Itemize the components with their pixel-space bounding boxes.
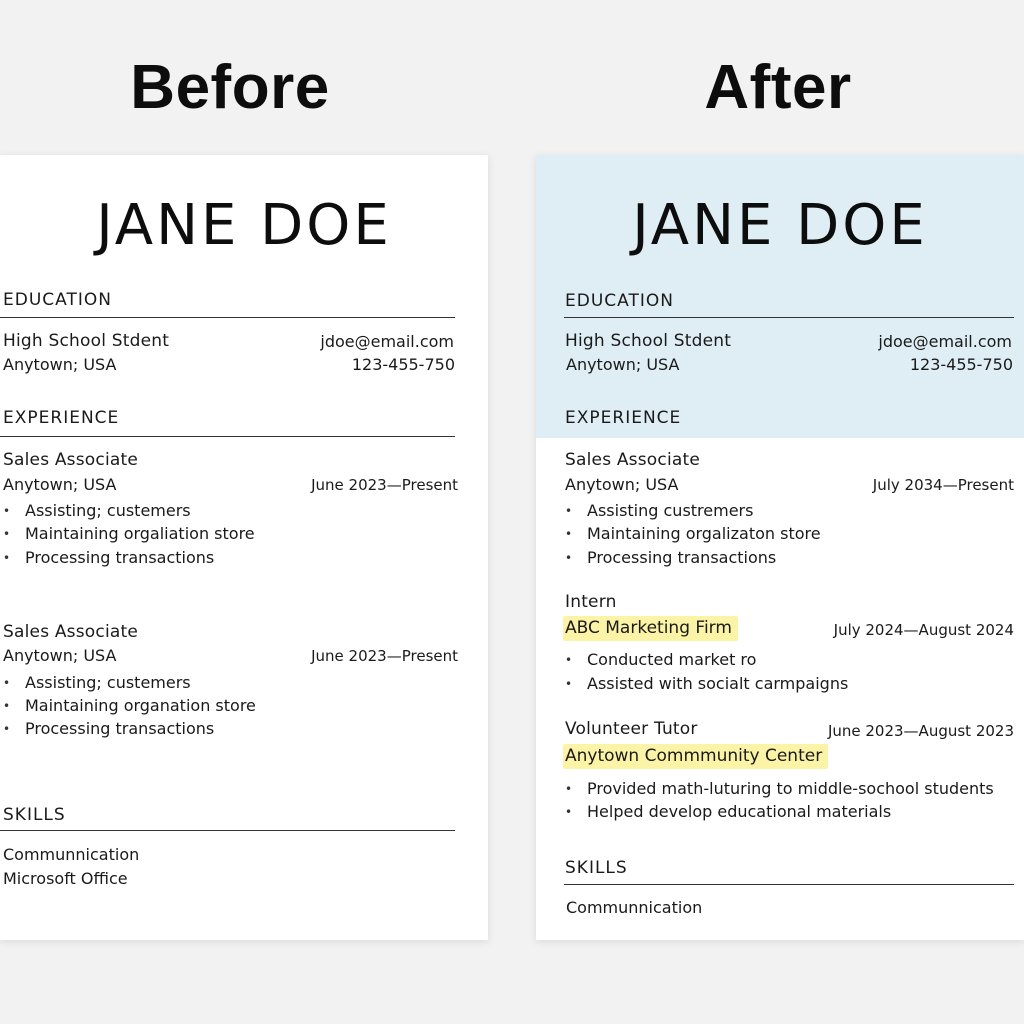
job-bullet: • Processing transactions — [25, 719, 214, 738]
contact-phone: 123-455-750 — [909, 355, 1013, 374]
contact-email: jdoe@email.com — [320, 332, 454, 351]
job-dates: July 2024—August 2024 — [833, 621, 1014, 639]
job-bullet: • Provided math-luturing to middle-sochool students — [587, 779, 994, 798]
job-title: Intern — [565, 592, 617, 612]
job-bullet: • Assisting; custemers — [25, 673, 191, 692]
skill-item: Communnication — [566, 898, 703, 917]
section-divider — [564, 317, 1014, 318]
job-bullet: • Assisting custremers — [587, 501, 753, 520]
experience-section-title: EXPERIENCE — [3, 408, 120, 428]
job-location: Anytown; USA — [3, 646, 117, 665]
job-location: Anytown; USA — [3, 475, 117, 494]
job-bullet: • Maintaining orgalizaton store — [587, 524, 821, 543]
resume-name: JANE DOE — [632, 193, 928, 258]
section-divider — [564, 884, 1014, 885]
resume-name: JANE DOE — [96, 193, 392, 258]
education-section-title: EDUCATION — [3, 290, 112, 310]
contact-email: jdoe@email.com — [878, 332, 1012, 351]
education-location: Anytown; USA — [3, 355, 117, 374]
education-school: High School Stdent — [3, 331, 170, 351]
job-dates: June 2023—Present — [311, 476, 458, 494]
job-location: Anytown; USA — [565, 475, 679, 494]
job-title: Sales Associate — [3, 622, 139, 642]
job-dates: June 2023—August 2023 — [827, 722, 1014, 740]
job-bullet: • Conducted market ro — [587, 650, 756, 669]
highlighted-organization: ABC Marketing Firm — [563, 616, 738, 641]
job-bullet: • Assisted with socialt carmpaigns — [587, 674, 848, 693]
highlighted-organization: Anytown Commmunity Center — [563, 744, 828, 769]
job-bullet: • Maintaining organation store — [25, 696, 256, 715]
job-bullet: • Processing transactions — [587, 548, 776, 567]
skills-section-title: SKILLS — [565, 858, 628, 878]
before-resume — [0, 155, 488, 940]
job-bullet: • Assisting; custemers — [25, 501, 191, 520]
experience-section-title: EXPERIENCE — [565, 408, 682, 428]
education-school: High School Stdent — [565, 331, 732, 351]
skill-item: Communnication — [3, 845, 140, 864]
before-heading: Before — [130, 53, 330, 122]
after-heading: After — [704, 53, 852, 122]
skills-section-title: SKILLS — [3, 805, 66, 825]
contact-phone: 123-455-750 — [351, 355, 455, 374]
job-bullet: • Helped develop educational materials — [587, 802, 891, 821]
job-title: Volunteer Tutor — [565, 719, 698, 739]
skill-item: Microsoft Office — [3, 869, 128, 888]
education-location: Anytown; USA — [566, 355, 680, 374]
job-dates: June 2023—Present — [311, 647, 458, 665]
education-section-title: EDUCATION — [565, 291, 674, 311]
section-divider — [0, 830, 455, 831]
section-divider — [0, 317, 455, 318]
job-bullet: • Processing transactions — [25, 548, 214, 567]
job-dates: July 2034—Present — [872, 476, 1014, 494]
job-title: Sales Associate — [565, 450, 701, 470]
job-bullet: • Maintaining orgaliation store — [25, 524, 255, 543]
job-title: Sales Associate — [3, 450, 139, 470]
after-resume — [536, 155, 1024, 940]
section-divider — [0, 436, 455, 437]
